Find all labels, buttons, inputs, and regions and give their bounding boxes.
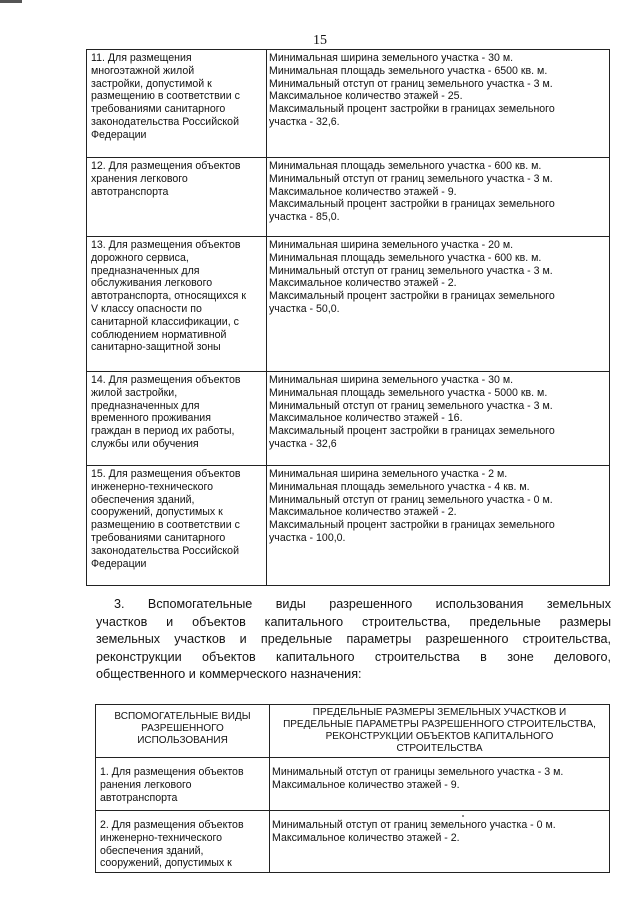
parameter-line: Минимальный отступ от границ земельного участка - 3 м. xyxy=(269,77,553,90)
parameters-cell xyxy=(267,50,610,158)
table-row xyxy=(87,466,610,586)
parameter-line: Максимальное количество этажей - 9. xyxy=(269,185,457,198)
parameter-line: Минимальный отступ от границ земельного участка - 3 м. xyxy=(269,399,553,412)
parameter-line: Максимальное количество этажей - 2. xyxy=(269,277,457,290)
use-type-line: сооружений, допустимых к xyxy=(91,506,223,519)
parameter-line: Максимальный процент застройки в границах земельного xyxy=(269,290,555,303)
header-line: ПРЕДЕЛЬНЫЕ ПАРАМЕТРЫ РАЗРЕШЕННОГО СТРОИТЕЛЬСТВА, xyxy=(283,719,596,730)
header-line: ПРЕДЕЛЬНЫЕ РАЗМЕРЫ ЗЕМЕЛЬНЫХ УЧАСТКОВ И xyxy=(312,707,567,718)
parameter-line: Минимальный отступ от границ земельного участка - 0 м. xyxy=(272,819,556,831)
parameter-line: Максимальное количество этажей - 16. xyxy=(269,412,463,425)
parameter-line: Минимальная площадь земельного участка - 600 кв. м. xyxy=(269,160,542,172)
use-type-line: размещению в соответствии с xyxy=(91,90,240,103)
parameter-line: участка - 85,0. xyxy=(269,211,340,224)
use-type-cell xyxy=(96,811,270,873)
parameter-line: Максимальное количество этажей - 25. xyxy=(269,90,463,103)
use-type-line: сооружений, допустимых к xyxy=(100,857,232,870)
use-type-line: 12. Для размещения объектов xyxy=(91,160,241,172)
header-line: ВСПОМОГАТЕЛЬНЫЕ ВИДЫ xyxy=(114,711,251,722)
parameters-cell xyxy=(270,758,610,811)
use-type-line: Федерации xyxy=(91,128,147,141)
use-type-line: санитарно-защитной зоны xyxy=(91,341,221,354)
use-type-cell xyxy=(87,466,267,586)
paragraph-line: реконструкции объектов капитального строительства в зоне делового, xyxy=(96,649,611,664)
parameter-line: Минимальная площадь земельного участка - 5000 кв. м. xyxy=(269,386,548,399)
use-type-line: размещению в соответствии с xyxy=(91,519,240,532)
parameter-line: Минимальная ширина земельного участка - 30 м. xyxy=(269,374,514,386)
paragraph-line: земельных участков и предельные параметры разрешенного строительства, xyxy=(96,632,611,646)
use-type-line: предназначенных для xyxy=(91,264,200,277)
use-type-cell xyxy=(87,237,267,372)
header-line: СТРОИТЕЛЬСТВА xyxy=(396,743,483,754)
header-line: РАЗРЕШЕННОГО xyxy=(141,723,224,734)
use-type-line: автотранспорта, относящихся к xyxy=(91,290,246,303)
parameter-line: Минимальная ширина земельного участка - 2 м. xyxy=(269,468,508,480)
use-type-line: 15. Для размещения объектов xyxy=(91,468,241,480)
use-type-line: 2. Для размещения объектов xyxy=(100,819,244,831)
use-type-line: дорожного сервиса, xyxy=(91,251,189,264)
use-type-line: жилой застройки, xyxy=(91,386,178,399)
use-type-line: обеспечения зданий, xyxy=(91,493,195,506)
table-row xyxy=(87,50,610,158)
auxiliary-use-table xyxy=(95,704,610,873)
parameter-line: Максимальный процент застройки в границах земельного xyxy=(269,103,555,116)
parameters-cell xyxy=(267,158,610,237)
use-type-line: Федерации xyxy=(91,557,147,570)
page-number: 15 xyxy=(313,33,327,48)
parameter-line: Минимальная площадь земельного участка - 600 кв. м. xyxy=(269,251,542,264)
use-type-line: инженерно-технического xyxy=(100,831,222,844)
use-type-line: требованиями санитарного xyxy=(91,103,226,116)
use-type-cell xyxy=(87,50,267,158)
paragraph-line: общественного и коммерческого назначения: xyxy=(96,667,362,681)
use-type-line: временного проживания xyxy=(91,412,211,425)
parameter-line: Максимальное количество этажей - 2. xyxy=(272,831,460,844)
parameter-line: Минимальная площадь земельного участка - 4 кв. м. xyxy=(269,480,530,493)
parameter-line: участка - 50,0. xyxy=(269,302,340,315)
header-line: РЕКОНСТРУКЦИИ ОБЪЕКТОВ КАПИТАЛЬНОГО xyxy=(325,731,554,742)
parameters-cell xyxy=(270,811,610,873)
parameter-line: Максимальное количество этажей - 9. xyxy=(272,778,460,791)
parameter-line: Максимальное количество этажей - 2. xyxy=(269,506,457,519)
parameter-line: Минимальная площадь земельного участка - 6500 кв. м. xyxy=(269,64,548,77)
use-type-line: соблюдением нормативной xyxy=(91,328,227,341)
parameter-line: участка - 32,6. xyxy=(269,115,340,128)
table-row xyxy=(96,811,610,873)
use-type-line: V классу опасности по xyxy=(91,302,202,315)
parameter-line: Минимальный отступ от границы земельного участка - 3 м. xyxy=(272,766,564,778)
use-type-line: застройки, допустимой к xyxy=(91,77,212,90)
use-type-line: 13. Для размещения объектов xyxy=(91,239,241,251)
parameter-line: участка - 32,6 xyxy=(269,437,337,450)
header-line: ИСПОЛЬЗОВАНИЯ xyxy=(137,735,228,746)
table-header-row xyxy=(96,705,610,758)
parameter-line: Минимальная ширина земельного участка - 30 м. xyxy=(269,52,514,64)
use-type-line: автотранспорта xyxy=(91,185,169,198)
parameters-cell xyxy=(267,237,610,372)
table-row xyxy=(87,372,610,466)
use-type-cell xyxy=(87,158,267,237)
use-type-line: санитарной классификации, с xyxy=(91,315,239,328)
use-type-line: 1. Для размещения объектов xyxy=(100,766,244,778)
parameter-line: Максимальный процент застройки в границах земельного xyxy=(269,519,555,532)
use-type-line: предназначенных для xyxy=(91,399,200,412)
header-cell-parameters xyxy=(270,705,610,758)
paragraph-line: 3. Вспомогательные виды разрешенного использования земельных xyxy=(114,597,611,611)
use-type-line: требованиями санитарного xyxy=(91,531,226,544)
use-type-line: инженерно-технического xyxy=(91,480,213,493)
paragraph-line: участков и объектов капитального строительства, предельные размеры xyxy=(96,614,611,629)
use-type-line: автотранспорта xyxy=(100,791,178,804)
use-type-line: ранения легкового xyxy=(100,778,192,791)
parameter-line: Минимальная ширина земельного участка - 20 м. xyxy=(269,239,514,251)
parameter-line: Минимальный отступ от границ земельного участка - 0 м. xyxy=(269,493,553,506)
use-type-line: многоэтажной жилой xyxy=(91,64,195,77)
use-type-line: службы или обучения xyxy=(91,437,199,450)
use-type-line: законодательства Российской xyxy=(91,115,239,128)
use-type-line: 11. Для размещения xyxy=(91,52,192,64)
use-type-line: законодательства Российской xyxy=(91,544,239,557)
use-type-cell xyxy=(87,372,267,466)
use-type-line: хранения легкового xyxy=(91,172,188,185)
parameters-cell xyxy=(267,466,610,586)
section-3-paragraph xyxy=(96,596,611,684)
parameters-cell xyxy=(267,372,610,466)
header-cell-use xyxy=(96,705,270,758)
use-type-cell xyxy=(96,758,270,811)
table-row xyxy=(87,237,610,372)
use-type-line: обслуживания легкового xyxy=(91,277,213,290)
parameter-line: участка - 100,0. xyxy=(269,531,346,544)
use-type-line: обеспечения зданий, xyxy=(100,844,204,857)
parameter-line: Минимальный отступ от границ земельного участка - 3 м. xyxy=(269,264,553,277)
use-type-line: 14. Для размещения объектов xyxy=(91,374,241,386)
scan-corner-mark xyxy=(0,0,22,3)
table-row xyxy=(96,758,610,811)
land-use-parameters-table xyxy=(86,49,610,586)
table-row xyxy=(87,158,610,237)
parameter-line: Максимальный процент застройки в границах земельного xyxy=(269,425,555,438)
parameter-line: Максимальный процент застройки в границах земельного xyxy=(269,198,555,211)
use-type-line: граждан в период их работы, xyxy=(91,425,235,438)
parameter-line: Минимальный отступ от границ земельного участка - 3 м. xyxy=(269,172,553,185)
